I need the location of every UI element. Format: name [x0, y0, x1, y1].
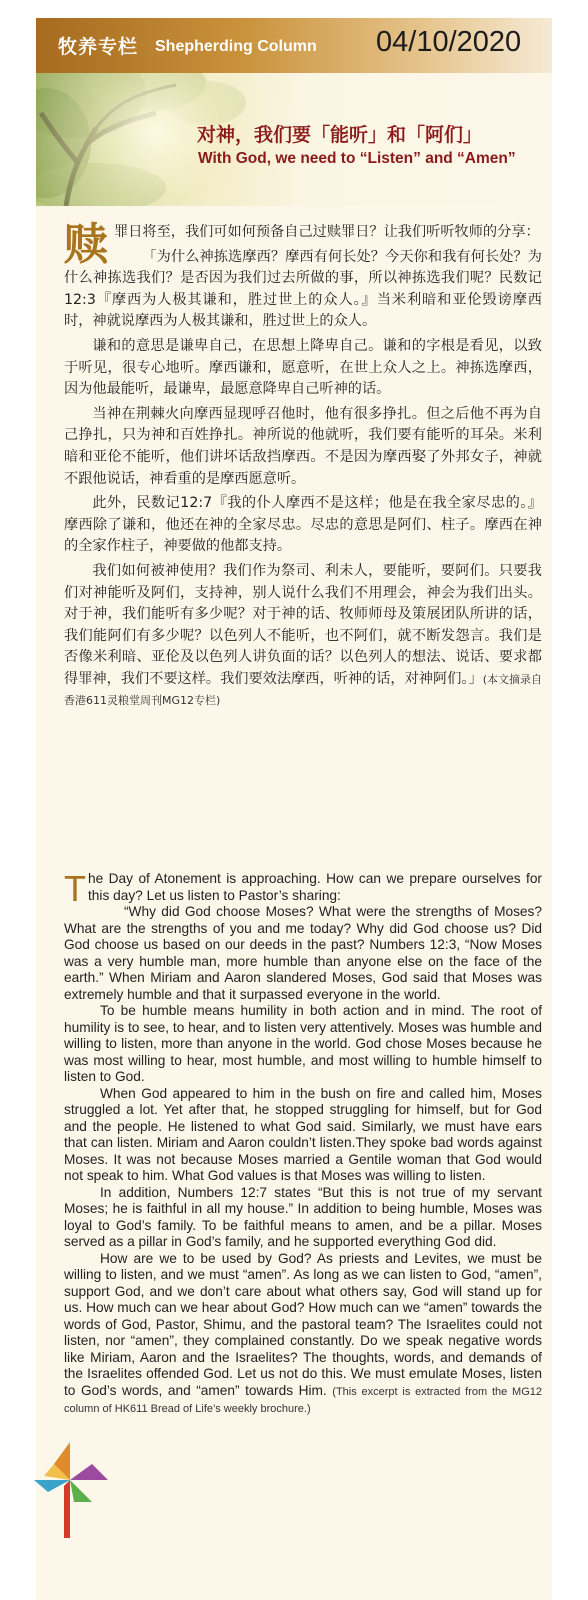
en-paragraph: When God appeared to him in the bush on fire and called him, Moses struggled a lot. Yet after that, he stopped struggling for himself, but for God and the people. He listened to what God said. Similarly, we must have ears that can listen. Miriam and Aaron couldn’t listen.They spoke bad words against Moses. It was not because Moses married a Gentile woman that God would not speak to him. What God values is that Moses was willing to listen.: [64, 1085, 542, 1183]
en-source-note: (This excerpt is extracted from the MG12 column of HK611 Bread of Life’s weekly brochure.): [64, 1385, 542, 1415]
column-title-cn: 牧养专栏: [58, 36, 139, 58]
article-title-en: With God, we need to “Listen” and “Amen”: [198, 150, 516, 167]
article-title-cn: 对神，我们要「能听」和「阿们」: [197, 124, 483, 146]
cn-paragraph: 当神在荆棘火向摩西显现呼召他时，他有很多挣扎。但之后他不再为自己挣扎，只为神和百姓挣扎。神所说的他就听，我们要有能听的耳朵。米利暗和亚伦不能听，他们讲坏话敌挡摩西。不是因为摩西娶了外邦女子，神就不跟他说话，神看重的是摩西愿意听。: [64, 405, 542, 487]
en-paragraph: How are we to be used by God? As priests and Levites, we must be willing to listen, and we must “amen”. As long as we can listen to God, “amen”, support God, and we don’t care about what others say, God will stand up for us. How much can we hear about God? How much can we “amen” towards the words of God, Pastor, Shimu, and the pastoral team? The Israelites could not listen, nor “amen”, they complained constantly. Do we speak negative words like Miriam, Aaron and the Israelites? The thoughts, words, and demands of the Israelites offended God. Let us not do this. We must emulate Moses, listen to God’s words, and “amen” towards Him. (This excerpt is extracted from the MG12 column of HK611 Bread of Life’s weekly brochure.): [64, 1250, 542, 1415]
en-paragraph: “Why did God choose Moses? What were the strengths of Moses? What are the strengths of you and me today? Why did God choose us? Did God choose us based on our deeds in the past? Numbers 12:3, “Now Moses was a very humble man, more humble than anyone else on the face of the earth.” When Miriam and Aaron slandered Moses, God said that Moses was extremely humble and that it surpassed everyone in the world.: [64, 904, 542, 1002]
column-title-en: Shepherding Column: [155, 38, 317, 55]
church-logo-icon: [34, 1442, 112, 1538]
chinese-article: [64, 219, 543, 715]
english-article: [64, 868, 542, 1418]
cn-paragraph: 此外，民数记12:7『我的仆人摩西不是这样；他是在我全家尽忠的。』摩西除了谦和，他还在神的全家尽忠。尽忠的意思是阿们、柱子。摩西在神的全家作柱子，神要做的他都支持。: [64, 495, 542, 555]
issue-date: 04/10/2020: [376, 26, 522, 58]
cn-paragraph: 赎罪日将至，我们可如何预备自己过赎罪日？让我们听听牧师的分享：: [64, 219, 540, 270]
en-paragraph: The Day of Atonement is approaching. How can we prepare ourselves for this day? Let us listen to Pastor’s sharing:: [64, 868, 542, 909]
cn-paragraph: 「为什么神拣选摩西？摩西有何长处？今天你和我有何长处？为什么神拣选我们？是否因为我们过去所做的事，所以神拣选我们呢？民数记12:3『摩西为人极其谦和，胜过世上的众人。』当米利暗和亚伦毁谤摩西时，神就说摩西为人极其谦和，胜过世上的众人。: [64, 248, 542, 330]
en-dropcap: T: [64, 868, 86, 909]
cn-source-note: (本文摘录自香港611灵粮堂周刊MG12专栏): [64, 672, 543, 708]
en-paragraph: To be humble means humility in both action and in mind. The root of humility is to see, to hear, and to listen very attentively. Moses was humble and willing to listen, more than anyone in the world. God chose Moses because he was most willing to hear, most humble, and most willing to humble himself to listen to God.: [64, 1003, 542, 1084]
en-paragraph: In addition, Numbers 12:7 states “But this is not true of my servant Moses; he is faithful in all my house.” In addition to being humble, Moses was loyal to God’s family. To be faithful means to amen, and be a pillar. Moses served as a pillar in God’s family, and he supported everything God did.: [64, 1184, 542, 1249]
cn-paragraph: 我们如何被神使用？我们作为祭司、利未人，要能听，要阿们。只要我们对神能听及阿们，支持神，别人说什么我们不用理会，神会为我们出头。对于神，我们能听有多少呢？对于神的话、牧师师母及策展团队所讲的话，我们能阿们有多少呢？以色列人不能听，也不阿们，就不断发怨言。我们是否像米利暗、亚伦及以色列人讲负面的话？以色列人的想法、说话、要求都得罪神，我们不要这样。我们要效法摩西，听神的话，对神阿们。」(本文摘录自香港611灵粮堂周刊MG12专栏): [64, 562, 543, 708]
cn-paragraph: 谦和的意思是谦卑自己，在思想上降卑自己。谦和的字根是看见，以致于听见，很专心地听。摩西谦和，愿意听，在世上众人之上。神拣选摩西，因为他最能听，最谦卑，最愿意降卑自己听神的话。: [64, 337, 542, 398]
cn-dropcap: 赎: [64, 219, 108, 270]
